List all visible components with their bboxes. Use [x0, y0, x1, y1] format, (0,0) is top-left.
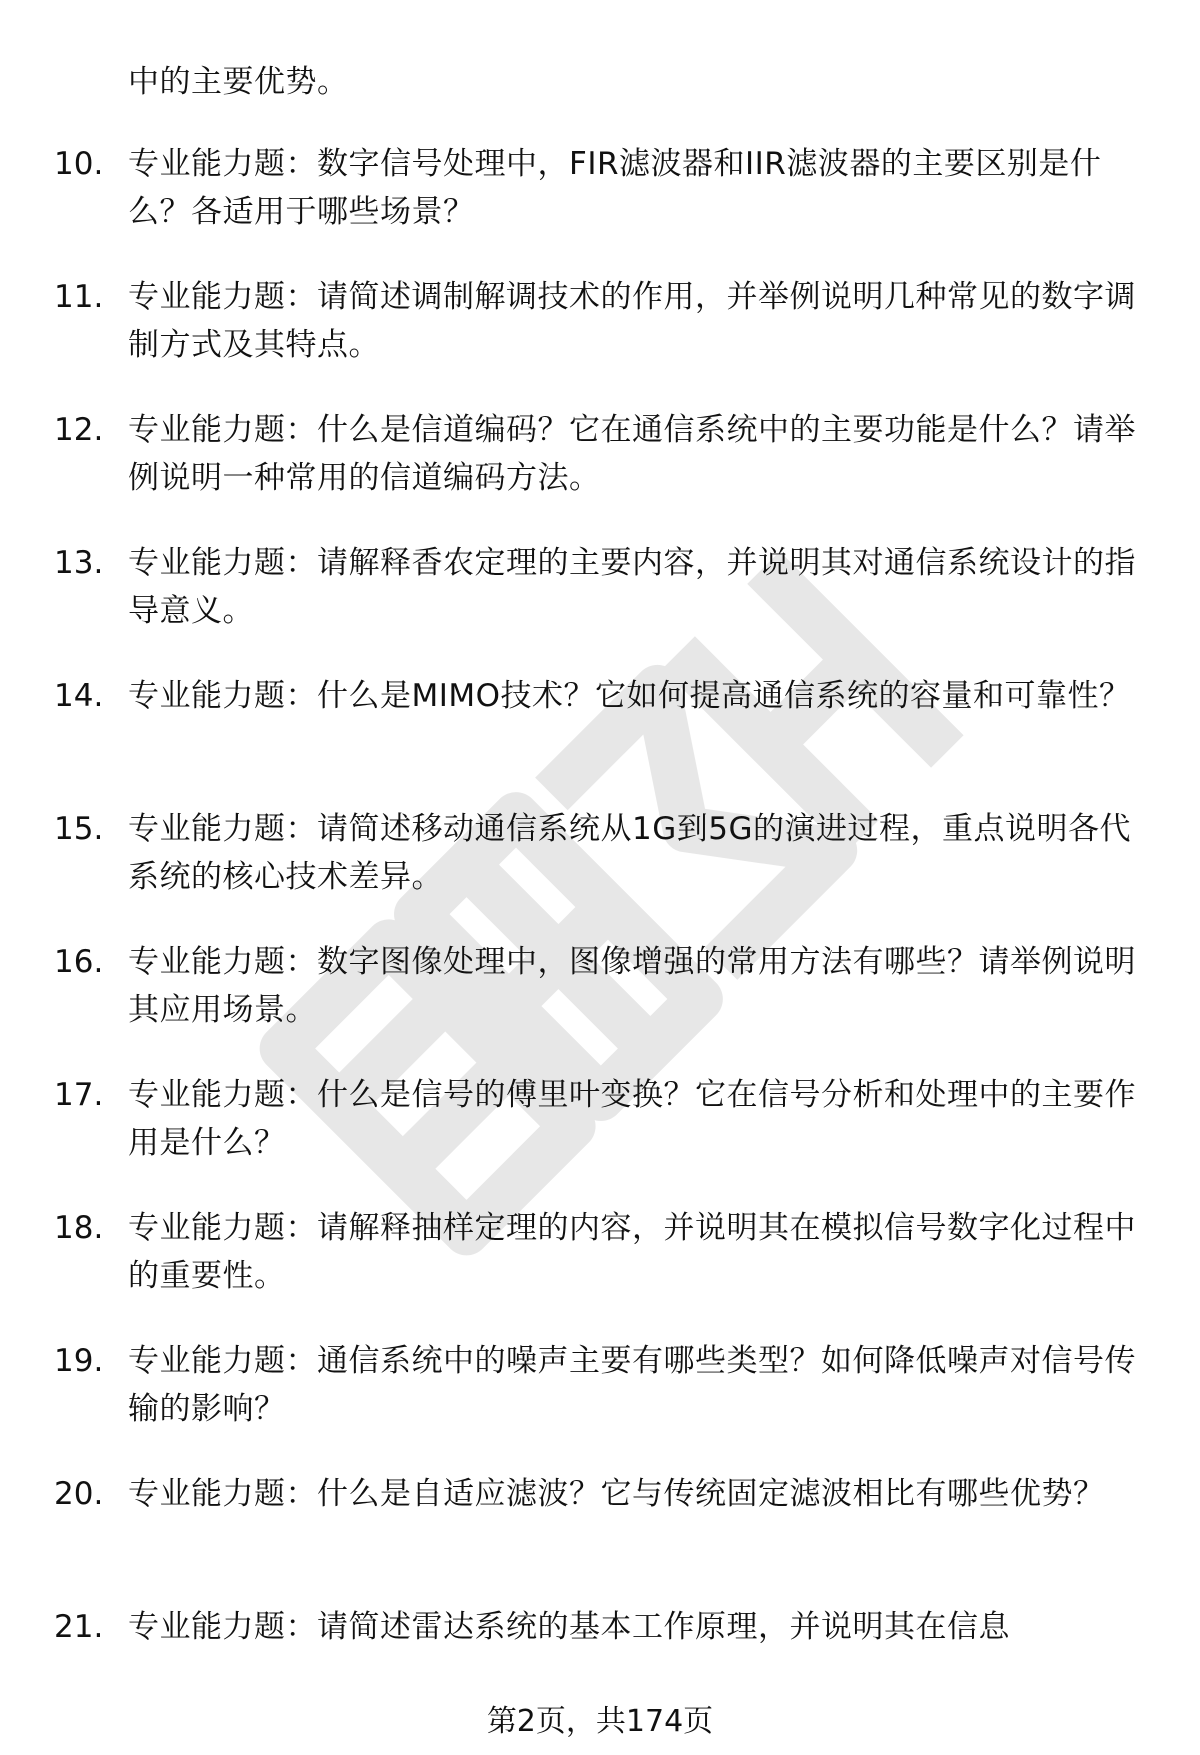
question-number: 15. [54, 811, 104, 847]
page-footer: 第2页，共174页 [486, 1704, 714, 1739]
list-item [0, 1204, 1200, 1337]
question-text: 专业能力题：请简述调制解调技术的作用，并举例说明几种常见的数字调制方式及其特点。 [128, 279, 1136, 363]
continued-question-text: 中的主要优势。 [128, 64, 349, 100]
question-text: 专业能力题：数字图像处理中，图像增强的常用方法有哪些？请举例说明其应用场景。 [128, 944, 1136, 1028]
question-number: 17. [54, 1077, 104, 1113]
question-number: 14. [54, 678, 104, 714]
list-item [0, 938, 1200, 1071]
list-item [0, 140, 1200, 273]
question-number: 16. [54, 944, 104, 980]
question-text: 专业能力题：请解释抽样定理的内容，并说明其在模拟信号数字化过程中的重要性。 [128, 1210, 1136, 1294]
question-text: 专业能力题：通信系统中的噪声主要有哪些类型？如何降低噪声对信号传输的影响？ [128, 1343, 1136, 1427]
question-list [0, 140, 1200, 1736]
question-number: 10. [54, 146, 104, 182]
list-item [0, 1071, 1200, 1204]
list-item [0, 1470, 1200, 1603]
list-item [0, 539, 1200, 672]
list-item [0, 406, 1200, 539]
question-text: 专业能力题：什么是自适应滤波？它与传统固定滤波相比有哪些优势？ [128, 1476, 1105, 1512]
list-item [0, 1337, 1200, 1470]
question-text: 专业能力题：请简述移动通信系统从1G到5G的演进过程，重点说明各代系统的核心技术差异。 [128, 811, 1131, 895]
question-text: 专业能力题：什么是MIMO技术？它如何提高通信系统的容量和可靠性？ [128, 678, 1131, 714]
list-item [0, 672, 1200, 805]
question-number: 12. [54, 412, 104, 448]
question-number: 20. [54, 1476, 104, 1512]
question-number: 19. [54, 1343, 104, 1379]
question-text: 专业能力题：什么是信道编码？它在通信系统中的主要功能是什么？请举例说明一种常用的信道编码方法。 [128, 412, 1136, 496]
question-text: 专业能力题：请解释香农定理的主要内容，并说明其对通信系统设计的指导意义。 [128, 545, 1136, 629]
list-item [0, 273, 1200, 406]
question-number: 21. [54, 1609, 104, 1645]
question-number: 18. [54, 1210, 104, 1246]
question-text: 专业能力题：什么是信号的傅里叶变换？它在信号分析和处理中的主要作用是什么？ [128, 1077, 1136, 1161]
question-number: 13. [54, 545, 104, 581]
list-item [0, 805, 1200, 938]
question-number: 11. [54, 279, 104, 315]
question-text: 专业能力题：请简述雷达系统的基本工作原理，并说明其在信息 [128, 1609, 1010, 1645]
question-text: 专业能力题：数字信号处理中，FIR滤波器和IIR滤波器的主要区别是什么？各适用于哪些场景？ [128, 146, 1102, 230]
